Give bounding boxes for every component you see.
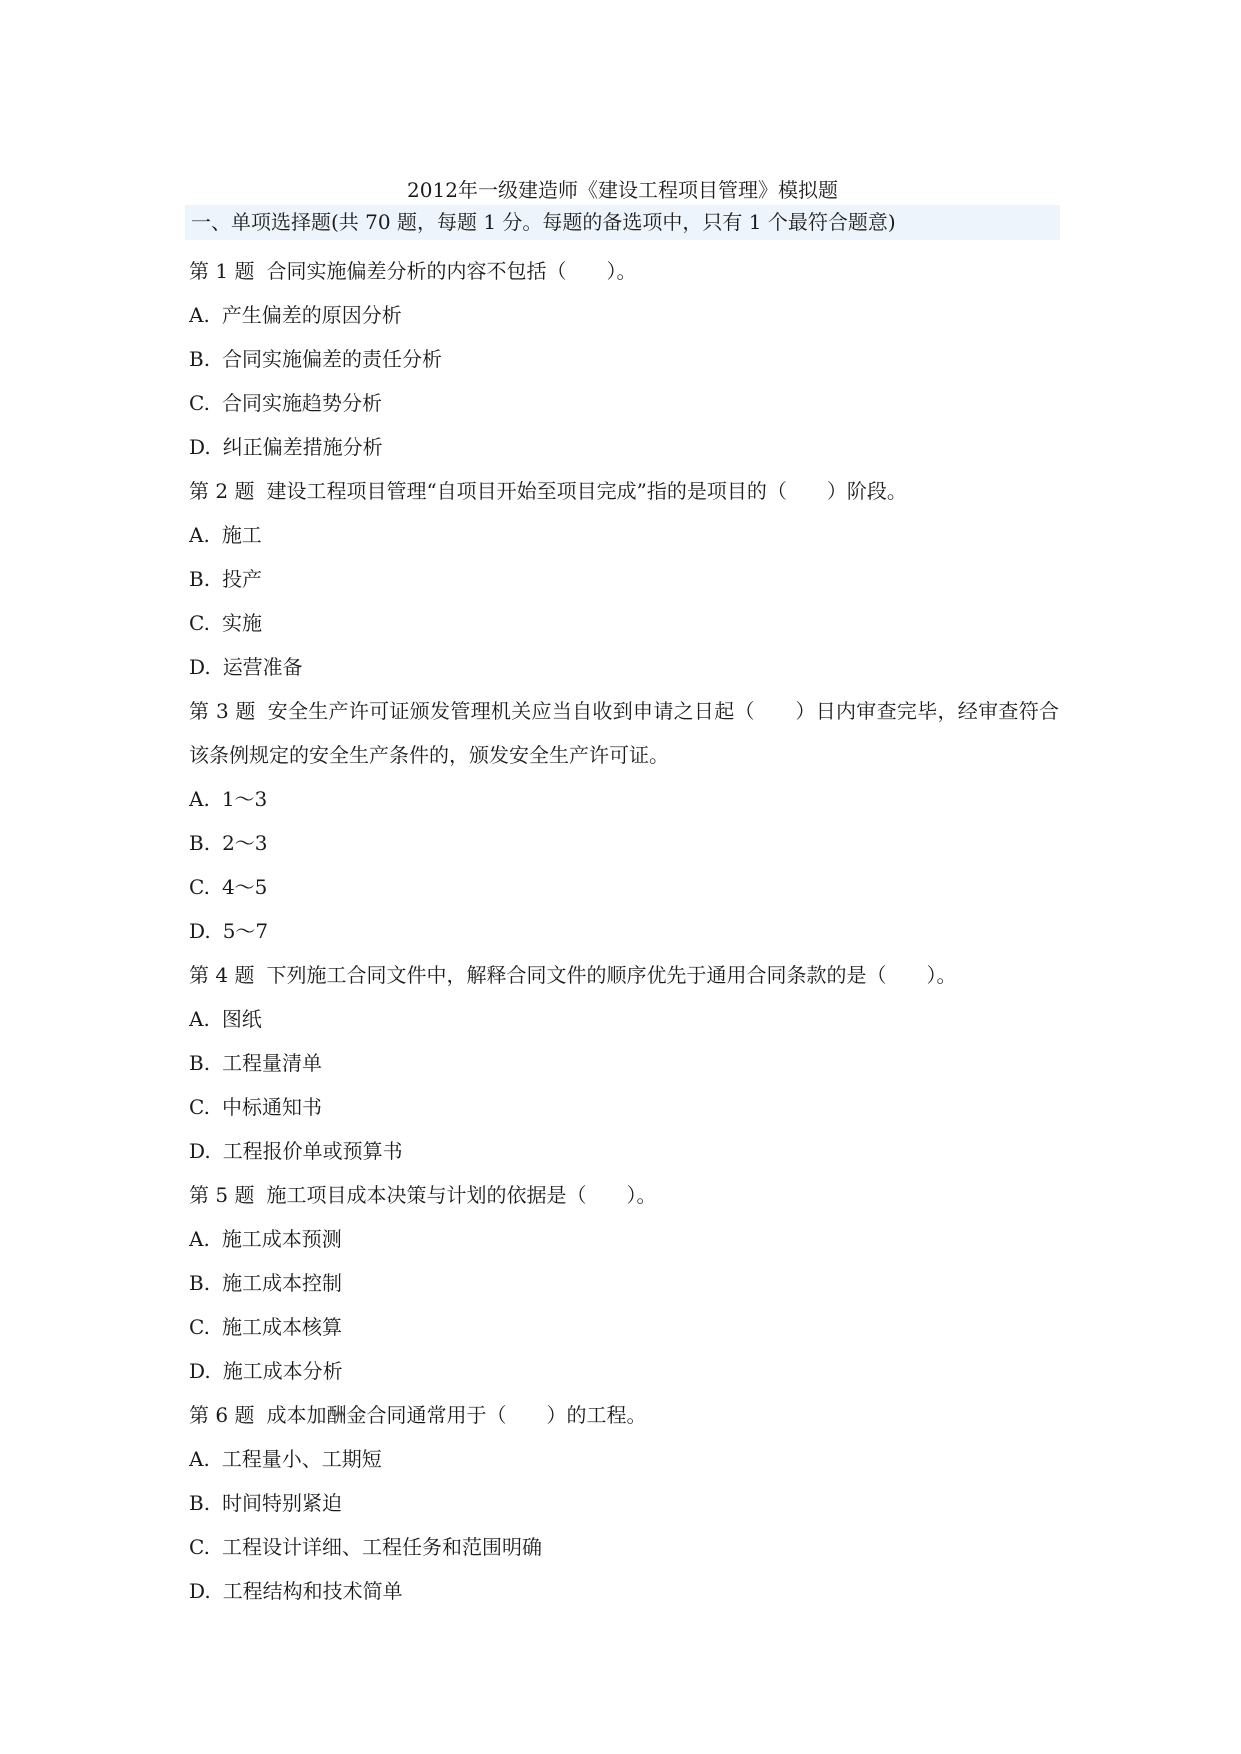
option-text: 5～7 [222, 919, 269, 943]
option-letter: A. [189, 1007, 210, 1031]
option-b [189, 337, 1059, 381]
question-text: 成本加酬金合同通常用于（ ）的工程。 [266, 1403, 647, 1427]
option-letter: A. [189, 787, 210, 811]
option-text: 中标通知书 [221, 1095, 322, 1119]
question-3 [189, 689, 1059, 777]
option-a [189, 513, 1059, 557]
option-a [189, 1217, 1059, 1261]
option-letter: B. [189, 1051, 211, 1075]
question-4 [189, 953, 1059, 997]
option-letter: D. [189, 1359, 211, 1383]
option-c [189, 601, 1059, 645]
option-text: 工程报价单或预算书 [222, 1139, 403, 1163]
option-letter: B. [189, 347, 211, 371]
option-letter: A. [189, 303, 210, 327]
option-text: 施工成本控制 [222, 1271, 343, 1295]
question-6 [189, 1393, 1059, 1437]
document-title: 2012年一级建造师《建设工程项目管理》模拟题 [407, 178, 838, 202]
option-letter: D. [189, 919, 211, 943]
option-text: 产生偏差的原因分析 [221, 303, 402, 327]
option-letter: A. [189, 523, 210, 547]
option-text: 施工成本分析 [222, 1359, 343, 1383]
option-text: 工程结构和技术简单 [222, 1579, 403, 1603]
question-text: 安全生产许可证颁发管理机关应当自收到申请之日起（ ）日内审查完毕，经审查符合该条例规定的安全生产条件的，颁发安全生产许可证。 [189, 699, 1059, 767]
option-text: 纠正偏差措施分析 [222, 435, 383, 459]
option-letter: C. [189, 611, 210, 635]
option-c [189, 381, 1059, 425]
option-c [189, 1305, 1059, 1349]
question-number: 第 6 题 [189, 1403, 255, 1427]
option-c [189, 1525, 1059, 1569]
option-c [189, 865, 1059, 909]
option-text: 工程量小、工期短 [221, 1447, 382, 1471]
option-text: 时间特别紧迫 [222, 1491, 343, 1515]
option-d [189, 645, 1059, 689]
option-a [189, 1437, 1059, 1481]
option-c [189, 1085, 1059, 1129]
question-number: 第 2 题 [189, 479, 255, 503]
option-letter: C. [189, 391, 210, 415]
option-b [189, 1261, 1059, 1305]
option-letter: B. [189, 567, 211, 591]
option-b [189, 1041, 1059, 1085]
option-letter: C. [189, 1535, 210, 1559]
option-d [189, 425, 1059, 469]
option-a [189, 997, 1059, 1041]
option-text: 图纸 [221, 1007, 262, 1031]
option-text: 合同实施偏差的责任分析 [222, 347, 443, 371]
question-2 [189, 469, 1059, 513]
option-letter: B. [189, 1271, 211, 1295]
option-text: 实施 [221, 611, 262, 635]
option-letter: A. [189, 1227, 210, 1251]
option-a [189, 777, 1059, 821]
option-letter: B. [189, 831, 211, 855]
option-letter: C. [189, 1315, 210, 1339]
option-letter: A. [189, 1447, 210, 1471]
option-letter: D. [189, 1579, 211, 1603]
question-text: 建设工程项目管理“自项目开始至项目完成”指的是项目的（ ）阶段。 [266, 479, 907, 503]
option-text: 合同实施趋势分析 [221, 391, 382, 415]
question-5 [189, 1173, 1059, 1217]
option-b [189, 1481, 1059, 1525]
option-letter: B. [189, 1491, 211, 1515]
question-number: 第 1 题 [189, 259, 255, 283]
option-text: 施工成本预测 [221, 1227, 342, 1251]
option-text: 1～3 [221, 787, 268, 811]
option-letter: D. [189, 655, 211, 679]
option-text: 工程量清单 [222, 1051, 323, 1075]
question-number: 第 4 题 [189, 963, 255, 987]
option-letter: C. [189, 875, 210, 899]
option-d [189, 1569, 1059, 1613]
question-1 [189, 249, 1059, 293]
option-letter: D. [189, 1139, 211, 1163]
option-text: 工程设计详细、工程任务和范围明确 [221, 1535, 542, 1559]
question-number: 第 5 题 [189, 1183, 255, 1207]
option-text: 施工成本核算 [221, 1315, 342, 1339]
question-text: 下列施工合同文件中，解释合同文件的顺序优先于通用合同条款的是（ ）。 [266, 963, 957, 987]
option-text: 2～3 [222, 831, 268, 855]
option-d [189, 1129, 1059, 1173]
option-text: 运营准备 [222, 655, 303, 679]
option-a [189, 293, 1059, 337]
option-text: 4～5 [221, 875, 268, 899]
option-letter: C. [189, 1095, 210, 1119]
option-d [189, 1349, 1059, 1393]
question-number: 第 3 题 [189, 699, 256, 723]
question-list [189, 249, 1059, 1613]
option-text: 施工 [221, 523, 262, 547]
question-text: 施工项目成本决策与计划的依据是（ ）。 [266, 1183, 657, 1207]
option-b [189, 821, 1059, 865]
option-b [189, 557, 1059, 601]
option-d [189, 909, 1059, 953]
option-text: 投产 [222, 567, 263, 591]
section-heading: 一、单项选择题(共 70 题，每题 1 分。每题的备选项中，只有 1 个最符合题意) [185, 205, 1060, 240]
question-text: 合同实施偏差分析的内容不包括（ ）。 [266, 259, 637, 283]
option-letter: D. [189, 435, 211, 459]
